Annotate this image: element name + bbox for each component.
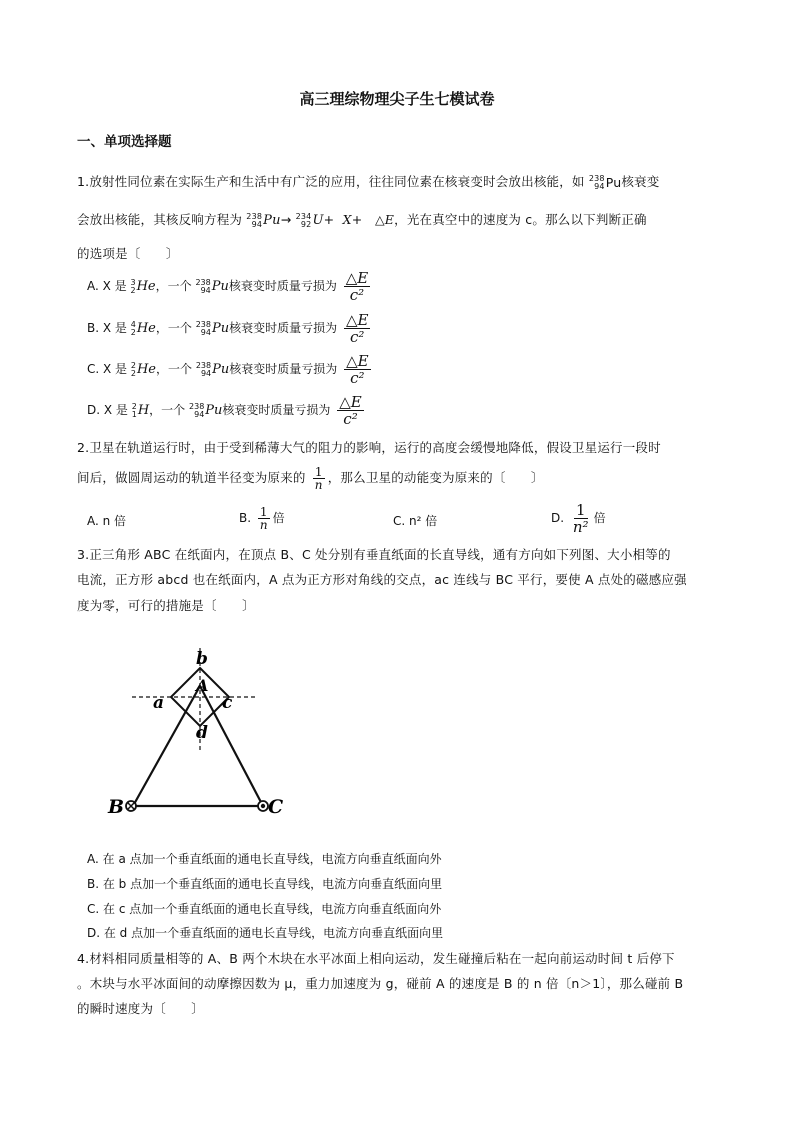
q2-option-a[interactable]: A. n 倍 [87,514,127,528]
label-B: B [108,796,125,818]
triangle-square-diagram [100,640,300,830]
q2-option-b[interactable]: B. $\frac{1}{n}$ 倍 [239,505,285,532]
q4-line2: 。木块与水平冰面间的动摩擦因数为 μ，重力加速度为 g，碰前 A 的速度是 B 的 n 倍〔n＞1〕，那么碰前 B [77,976,684,991]
q1-line2 [77,210,647,229]
reaction-arrow: → [280,212,292,227]
q1-line1 [77,172,659,191]
plus-sign: + [351,212,363,227]
fraction: $\frac{1}{n}$ [314,465,323,492]
q1-option-d[interactable]: D. X 是 2 1 H ，一个 238 94 Pu 核衰变时质量亏损为 $\frac{\triangle E}{\text{c²}}$ [87,393,362,428]
q3-line2: 电流，正方形 abcd 也在纸面内，A 点为正方形对角线的交点，ac 连线与 BC 平行，要使 A 点处的磁感应强 [77,572,687,587]
q1-pu-nuclide: 238 94 Pu [246,211,281,229]
q1-option-b[interactable]: B. X 是 4 2 He ，一个 238 94 Pu 核衰变时质量亏损为 $\frac{\triangle E}{\text{c²}}$ [87,311,369,346]
q1-delta-e: △E [374,212,395,227]
q2-line1: 2.卫星在轨道运行时，由于受到稀薄大气的阻力的影响，运行的高度会缓慢地降低，假设卫星运行一段时 [77,440,661,455]
q3-option-c[interactable]: C. 在 c 点加一个垂直纸面的通电长直导线，电流方向垂直纸面向外 [87,902,442,916]
q4-line3: 的瞬时速度为〔 〕 [77,1001,205,1016]
q1-option-c[interactable]: C. X 是 2 2 He ，一个 238 94 Pu 核衰变时质量亏损为 $\frac{\triangle E}{\text{c²}}$ [87,352,369,387]
q1-x: X [342,212,352,227]
label-d: d [196,723,208,743]
q1-text: 1.放射性同位素在实际生产和生活中有广泛的应用，往往同位素在核衰变时会放出核能，如 [77,174,585,189]
fraction: $\frac{\triangle E}{\text{c²}}$ [345,269,369,304]
label-C: C [268,796,284,818]
q1-text: 会放出核能，其核反响方程为 [77,212,243,227]
q3-line3: 度为零，可行的措施是〔 〕 [77,598,255,613]
page-title: 高三理综物理尖子生七模试卷 [299,90,495,108]
q1-line3: 的选项是〔 〕 [77,246,179,261]
fraction: $\frac{\triangle E}{\text{c²}}$ [345,311,369,346]
label-b: b [196,649,208,669]
q1-text: ，光在真空中的速度为 c。那么以下判断正确 [394,212,647,227]
fraction: $\frac{\triangle E}{\text{c²}}$ [346,352,369,387]
q3-option-d[interactable]: D. 在 d 点加一个垂直纸面的通电长直导线，电流方向垂直纸面向里 [87,926,444,940]
q1-u-nuclide: 234 92 U [295,211,324,229]
q3-line1: 3.正三角形 ABC 在纸面内，在顶点 B、C 处分别有垂直纸面的长直导线，通有方向如下列图、大小相等的 [77,547,671,562]
q4-line1: 4.材料相同质量相等的 A、B 两个木块在水平冰面上相向运动，发生碰撞后粘在一起向前运动时间 t 后停下 [77,951,675,966]
section-heading: 一、单项选择题 [77,134,172,150]
plus-sign: + [323,212,335,227]
q3-option-b[interactable]: B. 在 b 点加一个垂直纸面的通电长直导线，电流方向垂直纸面向里 [87,877,443,891]
q1-option-a[interactable]: A. X 是 3 2 He ，一个 238 94 Pu 核衰变时质量亏损为 $\frac{\triangle E}{\text{c²}}$ [87,269,369,304]
q2-option-c[interactable]: C. n² 倍 [393,514,438,528]
label-A: A [196,676,209,695]
q2-option-d[interactable]: D. $\frac{1}{\text{n²}}$ 倍 [551,501,606,536]
q3-option-a[interactable]: A. 在 a 点加一个垂直纸面的通电长直导线，电流方向垂直纸面向外 [87,852,442,866]
label-a: a [153,693,165,713]
q1-pu-nuclide: 238 94 Pu [588,173,622,191]
q2-line2: 间后，做圆周运动的轨道半径变为原来的 $\frac{1}{n}$ ，那么卫星的动能变为原来的〔 〕 [77,465,544,492]
fraction: $\frac{\triangle E}{\text{c²}}$ [339,393,362,428]
q1-text: 核衰变 [621,174,660,189]
label-c: c [222,693,233,713]
